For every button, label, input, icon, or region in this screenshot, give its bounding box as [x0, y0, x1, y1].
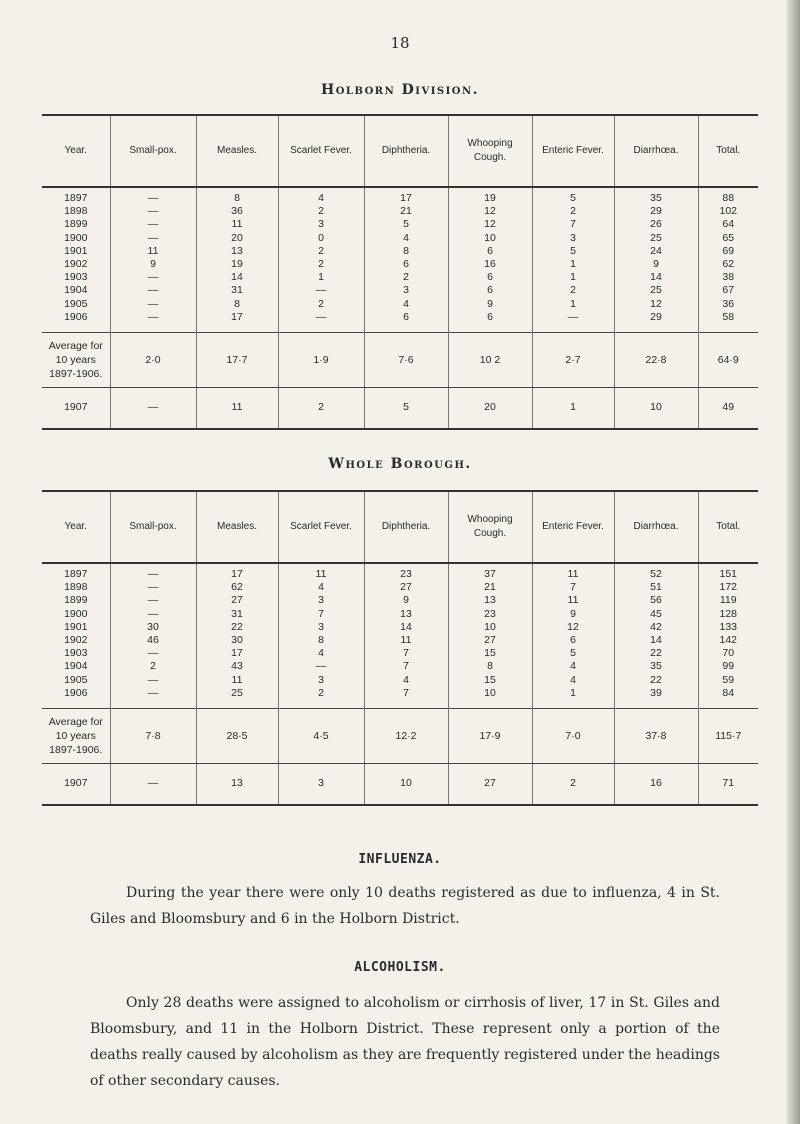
table-cell: —: [278, 311, 364, 324]
table-cell: 115·7: [698, 709, 758, 764]
table-cell: 5: [532, 647, 614, 660]
influenza-text: During the year there were only 10 deaths registered as due to influenza, 4 in St. Giles and Bloomsbury and 6 in the Holborn District.: [90, 885, 720, 927]
table-cell: 6: [448, 271, 532, 284]
table-cell: 17: [196, 311, 278, 324]
table-cell: —: [110, 205, 196, 218]
table-cell: 5: [532, 187, 614, 205]
table-cell: 49: [698, 388, 758, 430]
table-cell: 2: [278, 687, 364, 700]
column-header: Measles.: [196, 115, 278, 187]
table-cell: 13: [364, 608, 448, 621]
table-row: [42, 218, 758, 231]
table-cell: 1897: [64, 568, 88, 580]
table-cell: 11: [278, 563, 364, 581]
table-cell: 1·9: [278, 333, 364, 388]
table-cell: —: [110, 687, 196, 700]
influenza-heading: INFLUENZA.: [358, 852, 442, 867]
table-cell: —: [110, 271, 196, 284]
table-cell: 12·2: [364, 709, 448, 764]
table-cell: 29: [614, 311, 698, 324]
table-cell: —: [110, 388, 196, 430]
table-row: [42, 258, 758, 271]
table-cell: 2: [278, 298, 364, 311]
table-row: [42, 205, 758, 218]
year-1907-row: [42, 388, 758, 430]
table-row: [42, 674, 758, 687]
table-cell: 70: [698, 647, 758, 660]
table-cell: 11: [110, 245, 196, 258]
table-cell: 25: [614, 284, 698, 297]
table-cell: 11: [532, 563, 614, 581]
column-header: Whooping Cough.: [448, 115, 532, 187]
table-row: [42, 298, 758, 311]
table-cell: 35: [614, 187, 698, 205]
table-cell: 46: [110, 634, 196, 647]
table-cell: 21: [364, 205, 448, 218]
table-cell: 6: [448, 245, 532, 258]
table-cell: 9: [110, 258, 196, 271]
table-cell: 1906: [64, 686, 88, 699]
table-cell: 1905: [64, 673, 88, 686]
table-cell: 1900: [64, 607, 88, 620]
spacer-cell: [532, 324, 614, 333]
table-cell: 1897: [64, 192, 88, 204]
column-header: Diphtheria.: [364, 115, 448, 187]
spacer-cell: [448, 700, 532, 709]
table-cell: 6: [448, 311, 532, 324]
table-cell: 2: [532, 205, 614, 218]
table-cell: 23: [448, 608, 532, 621]
table-cell: 17: [196, 563, 278, 581]
table-cell: 19: [448, 187, 532, 205]
column-header: Year.: [42, 115, 110, 187]
table-row: [42, 594, 758, 607]
table-cell: 26: [614, 218, 698, 231]
table-cell: —: [110, 647, 196, 660]
table-cell: 11: [196, 674, 278, 687]
spacer-cell: [614, 700, 698, 709]
table-cell: 64·9: [698, 333, 758, 388]
table-cell: 51: [614, 581, 698, 594]
spacer-cell: [42, 700, 110, 709]
table-cell: 17: [364, 187, 448, 205]
borough-title: Whole Borough.: [328, 456, 472, 472]
table-cell: 31: [196, 608, 278, 621]
borough-table: [42, 490, 758, 806]
table-cell: 25: [196, 687, 278, 700]
table-cell: 21: [448, 581, 532, 594]
table-cell: 4: [278, 581, 364, 594]
table-cell: 2: [364, 271, 448, 284]
table-cell: 45: [614, 608, 698, 621]
table-cell: —: [110, 298, 196, 311]
table-cell: 17: [196, 647, 278, 660]
table-cell: 43: [196, 660, 278, 673]
table-cell: 9: [448, 298, 532, 311]
table-cell: —: [110, 187, 196, 205]
holborn-title: Holborn Division.: [320, 82, 480, 98]
table-cell: 8: [448, 660, 532, 673]
spacer-cell: [614, 324, 698, 333]
spacer-cell: [196, 700, 278, 709]
table-cell: 10: [448, 232, 532, 245]
table-cell: 59: [698, 674, 758, 687]
table-cell: 31: [196, 284, 278, 297]
table-cell: 1904: [64, 284, 88, 297]
table-cell: 1899: [64, 218, 88, 231]
spacer-cell: [364, 700, 448, 709]
table-cell: Average for 10 years 1897-1906.: [42, 709, 110, 764]
page-edge-shadow: [786, 0, 800, 1124]
table-cell: 2·0: [110, 333, 196, 388]
table-cell: 29: [614, 205, 698, 218]
table-cell: 56: [614, 594, 698, 607]
column-header: Scarlet Fever.: [278, 491, 364, 563]
table-row: [42, 647, 758, 660]
table-cell: Average for 10 years 1897-1906.: [42, 333, 110, 388]
table-cell: —: [110, 608, 196, 621]
table-row: [42, 608, 758, 621]
table-cell: 13: [448, 594, 532, 607]
spacer-cell: [42, 324, 110, 333]
table-cell: 1: [532, 388, 614, 430]
table-cell: —: [110, 764, 196, 806]
table-cell: 3: [278, 218, 364, 231]
table-cell: 2: [532, 764, 614, 806]
table-cell: 14: [196, 271, 278, 284]
table-cell: 13: [196, 764, 278, 806]
table-cell: 1902: [64, 634, 88, 647]
table-cell: 8: [196, 298, 278, 311]
table-cell: 9: [614, 258, 698, 271]
table-cell: 24: [614, 245, 698, 258]
table-cell: 4: [364, 298, 448, 311]
table-row: [42, 245, 758, 258]
table-cell: 11: [364, 634, 448, 647]
table-cell: 1903: [64, 271, 88, 284]
table-cell: 3: [532, 232, 614, 245]
spacer-cell: [278, 324, 364, 333]
table-cell: 7: [532, 581, 614, 594]
table-cell: 7: [364, 660, 448, 673]
table-cell: 9: [532, 608, 614, 621]
table-cell: 28·5: [196, 709, 278, 764]
table-cell: 4: [532, 674, 614, 687]
table-row: [42, 621, 758, 634]
table-cell: 7: [278, 608, 364, 621]
table-cell: 17·7: [196, 333, 278, 388]
column-header: Year.: [42, 491, 110, 563]
average-row: [42, 333, 758, 388]
table-cell: 142: [698, 634, 758, 647]
table-cell: 1: [278, 271, 364, 284]
table-cell: 5: [364, 218, 448, 231]
column-header: Small-pox.: [110, 491, 196, 563]
table-row: [42, 581, 758, 594]
column-header: Small-pox.: [110, 115, 196, 187]
table-cell: 16: [448, 258, 532, 271]
table-cell: 102: [698, 205, 758, 218]
table-cell: 14: [364, 621, 448, 634]
table-cell: 2: [278, 245, 364, 258]
spacer-row: [42, 324, 758, 333]
table-cell: 27: [196, 594, 278, 607]
table-cell: 10: [614, 388, 698, 430]
spacer-cell: [448, 324, 532, 333]
table-cell: 133: [698, 621, 758, 634]
table-row: [42, 660, 758, 673]
table-cell: 6: [364, 311, 448, 324]
table-cell: 11: [532, 594, 614, 607]
table-row: [42, 563, 758, 581]
table-cell: 1907: [42, 388, 110, 430]
table-cell: 19: [196, 258, 278, 271]
table-cell: 22: [614, 647, 698, 660]
table-cell: 1898: [64, 581, 88, 594]
table-cell: 88: [698, 187, 758, 205]
table-cell: 35: [614, 660, 698, 673]
table-cell: 71: [698, 764, 758, 806]
table-cell: 17·9: [448, 709, 532, 764]
table-cell: 62: [698, 258, 758, 271]
table-cell: 8: [196, 187, 278, 205]
table-row: [42, 271, 758, 284]
spacer-row: [42, 700, 758, 709]
table-cell: 36: [698, 298, 758, 311]
table-cell: —: [110, 594, 196, 607]
table-cell: —: [532, 311, 614, 324]
table-cell: 10 2: [448, 333, 532, 388]
table-cell: 7·6: [364, 333, 448, 388]
table-cell: 0: [278, 232, 364, 245]
spacer-cell: [698, 324, 758, 333]
table-row: [42, 634, 758, 647]
table-row: [42, 687, 758, 700]
table-cell: 38: [698, 271, 758, 284]
alcoholism-text: Only 28 deaths were assigned to alcoholism or cirrhosis of liver, 17 in St. Giles and Bloomsbury, and 11 in the Holborn District. These represent only a portion of the deaths really caused by alcoholism as they are frequently registered under the headings of other secondary causes.: [90, 995, 720, 1089]
table-cell: 4: [278, 647, 364, 660]
table-row: [42, 232, 758, 245]
table-cell: 1907: [42, 764, 110, 806]
table-cell: 42: [614, 621, 698, 634]
spacer-cell: [196, 324, 278, 333]
table-cell: 27: [448, 764, 532, 806]
table-cell: 67: [698, 284, 758, 297]
column-header: Measles.: [196, 491, 278, 563]
table-cell: 25: [614, 232, 698, 245]
table-cell: 2: [278, 205, 364, 218]
table-cell: 12: [448, 205, 532, 218]
table-cell: 1899: [64, 594, 88, 607]
table-cell: —: [110, 232, 196, 245]
influenza-paragraph: [90, 880, 720, 932]
table-cell: 1901: [64, 244, 88, 257]
table-cell: 1: [532, 687, 614, 700]
average-row: [42, 709, 758, 764]
table-cell: 10: [448, 687, 532, 700]
table-cell: 3: [278, 594, 364, 607]
table-cell: 1: [532, 298, 614, 311]
table-cell: 151: [698, 563, 758, 581]
table-row: [42, 187, 758, 205]
table-cell: 62: [196, 581, 278, 594]
table-cell: 22·8: [614, 333, 698, 388]
table-cell: 2·7: [532, 333, 614, 388]
table-cell: 10: [448, 621, 532, 634]
table-cell: 4·5: [278, 709, 364, 764]
column-header: Enteric Fever.: [532, 491, 614, 563]
table-cell: 4: [532, 660, 614, 673]
table-cell: 9: [364, 594, 448, 607]
table-cell: 1900: [64, 231, 88, 244]
table-cell: 5: [532, 245, 614, 258]
table-cell: 7: [364, 687, 448, 700]
table-cell: —: [110, 284, 196, 297]
table-cell: 6: [448, 284, 532, 297]
table-cell: 128: [698, 608, 758, 621]
table-cell: 4: [278, 187, 364, 205]
spacer-cell: [698, 700, 758, 709]
table-cell: 7·0: [532, 709, 614, 764]
table-cell: 12: [614, 298, 698, 311]
column-header: Scarlet Fever.: [278, 115, 364, 187]
table-cell: 58: [698, 311, 758, 324]
spacer-cell: [364, 324, 448, 333]
table-cell: 14: [614, 634, 698, 647]
table-cell: 2: [278, 388, 364, 430]
table-cell: 1: [532, 258, 614, 271]
column-header: Total.: [698, 115, 758, 187]
table-cell: 3: [364, 284, 448, 297]
table-cell: 1902: [64, 258, 88, 271]
alcoholism-paragraph: [90, 990, 720, 1094]
table-cell: 27: [364, 581, 448, 594]
table-cell: 12: [532, 621, 614, 634]
table-cell: 23: [364, 563, 448, 581]
table-cell: 8: [278, 634, 364, 647]
header-row: [42, 491, 758, 563]
table-cell: 15: [448, 674, 532, 687]
table-cell: 2: [110, 660, 196, 673]
table-cell: 4: [364, 674, 448, 687]
spacer-cell: [278, 700, 364, 709]
table-cell: 7·8: [110, 709, 196, 764]
table-cell: 6: [532, 634, 614, 647]
table-cell: 37: [448, 563, 532, 581]
table-cell: —: [110, 563, 196, 581]
table-cell: 20: [448, 388, 532, 430]
table-cell: 5: [364, 388, 448, 430]
table-cell: 1904: [64, 660, 88, 673]
table-cell: 172: [698, 581, 758, 594]
table-cell: —: [110, 218, 196, 231]
table-cell: 7: [364, 647, 448, 660]
table-cell: 10: [364, 764, 448, 806]
table-cell: 3: [278, 764, 364, 806]
table-cell: 16: [614, 764, 698, 806]
column-header: Diarrhœa.: [614, 115, 698, 187]
table-cell: 2: [278, 258, 364, 271]
table-cell: 11: [196, 388, 278, 430]
table-cell: 64: [698, 218, 758, 231]
table-cell: 2: [532, 284, 614, 297]
table-cell: 69: [698, 245, 758, 258]
spacer-cell: [110, 324, 196, 333]
table-cell: 7: [532, 218, 614, 231]
table-cell: 12: [448, 218, 532, 231]
column-header: Total.: [698, 491, 758, 563]
table-cell: —: [110, 674, 196, 687]
table-cell: —: [110, 311, 196, 324]
table-cell: 22: [196, 621, 278, 634]
table-cell: 84: [698, 687, 758, 700]
table-cell: 11: [196, 218, 278, 231]
table-cell: 1905: [64, 297, 88, 310]
table-cell: —: [278, 660, 364, 673]
table-cell: 1903: [64, 647, 88, 660]
table-cell: 99: [698, 660, 758, 673]
table-cell: 6: [364, 258, 448, 271]
table-cell: 36: [196, 205, 278, 218]
table-cell: 39: [614, 687, 698, 700]
table-cell: —: [110, 581, 196, 594]
column-header: Diarrhœa.: [614, 491, 698, 563]
table-row: [42, 284, 758, 297]
table-cell: 8: [364, 245, 448, 258]
table-cell: 14: [614, 271, 698, 284]
table-cell: 4: [364, 232, 448, 245]
table-cell: 65: [698, 232, 758, 245]
column-header: Enteric Fever.: [532, 115, 614, 187]
year-1907-row: [42, 764, 758, 806]
table-cell: 52: [614, 563, 698, 581]
table-cell: 1906: [64, 310, 88, 323]
table-cell: 3: [278, 674, 364, 687]
table-cell: 1901: [64, 620, 88, 633]
spacer-cell: [110, 700, 196, 709]
holborn-table: [42, 114, 758, 430]
table-cell: 27: [448, 634, 532, 647]
table-cell: 1898: [64, 205, 88, 218]
table-cell: 20: [196, 232, 278, 245]
table-cell: 30: [196, 634, 278, 647]
column-header: Whooping Cough.: [448, 491, 532, 563]
header-row: [42, 115, 758, 187]
table-cell: 13: [196, 245, 278, 258]
table-cell: 1: [532, 271, 614, 284]
table-cell: 22: [614, 674, 698, 687]
table-cell: 15: [448, 647, 532, 660]
spacer-cell: [532, 700, 614, 709]
column-header: Diphtheria.: [364, 491, 448, 563]
table-row: [42, 311, 758, 324]
page-number: 18: [390, 34, 410, 52]
table-cell: 37·8: [614, 709, 698, 764]
table-cell: 30: [110, 621, 196, 634]
table-cell: —: [278, 284, 364, 297]
alcoholism-heading: ALCOHOLISM.: [354, 960, 446, 975]
table-cell: 3: [278, 621, 364, 634]
table-cell: 119: [698, 594, 758, 607]
